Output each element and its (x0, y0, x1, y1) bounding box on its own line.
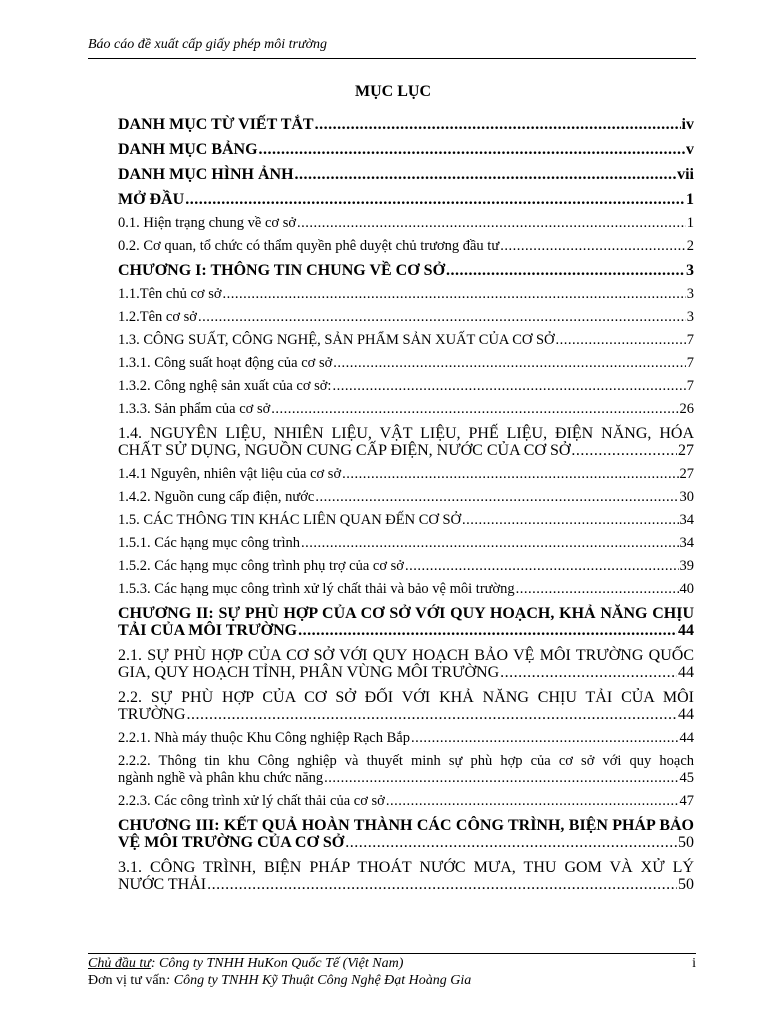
toc-entry-label: TẢI CỦA MÔI TRƯỜNG (118, 622, 298, 639)
toc-entry[interactable] (118, 555, 694, 578)
page-footer (88, 955, 696, 989)
table-of-contents (118, 112, 694, 897)
toc-leader-dots (298, 622, 677, 639)
toc-leader-dots (516, 581, 679, 598)
toc-entry-label: 1.5. CÁC THÔNG TIN KHÁC LIÊN QUAN ĐẾN CƠ SỞ (118, 512, 462, 528)
toc-entry[interactable] (118, 398, 694, 421)
toc-entry[interactable] (118, 162, 694, 187)
toc-leader-dots (295, 166, 677, 183)
toc-entry-page: 7 (686, 378, 694, 394)
toc-entry-page: 45 (679, 770, 694, 786)
toc-entry[interactable] (118, 486, 694, 509)
toc-entry[interactable] (118, 352, 694, 375)
toc-leader-dots (301, 535, 678, 552)
toc-entry[interactable] (118, 855, 694, 897)
footer-consultant-label: Đơn vị tư vấn (88, 973, 166, 988)
toc-entry-page: 7 (686, 355, 694, 371)
toc-entry-label: CHẤT SỬ DỤNG, NGUỒN CUNG CẤP ĐIỆN, NƯỚC CỦA CƠ SỞ (118, 442, 571, 459)
toc-entry-label: 1.3. CÔNG SUẤT, CÔNG NGHỆ, SẢN PHẨM SẢN XUẤT CỦA CƠ SỞ (118, 332, 555, 348)
toc-entry-page: 27 (679, 466, 694, 482)
toc-entry-label: 2.2.1. Nhà máy thuộc Khu Công nghiệp Rạch Bắp (118, 730, 410, 746)
toc-entry-label: 1.5.1. Các hạng mục công trình (118, 535, 301, 551)
toc-entry-line1: 2.2. SỰ PHÙ HỢP CỦA CƠ SỞ ĐỐI VỚI KHẢ NĂNG CHỊU TẢI CỦA MÔI (118, 689, 694, 706)
toc-entry[interactable] (118, 187, 694, 212)
toc-entry[interactable] (118, 463, 694, 486)
toc-entry-label: 0.1. Hiện trạng chung về cơ sở (118, 215, 297, 231)
toc-entry[interactable] (118, 509, 694, 532)
toc-entry-label: 1.4.2. Nguồn cung cấp điện, nước (118, 489, 315, 505)
toc-entry-page: 44 (678, 706, 694, 723)
toc-title: MỤC LỤC (355, 83, 431, 100)
toc-entry[interactable] (118, 375, 694, 398)
toc-entry-label: 1.5.2. Các hạng mục công trình phụ trợ của cơ sở (118, 558, 404, 574)
toc-entry-page: iv (681, 116, 694, 133)
toc-entry[interactable] (118, 813, 694, 855)
toc-entry[interactable] (118, 601, 694, 643)
toc-entry-label: DANH MỤC HÌNH ẢNH (118, 166, 294, 183)
toc-entry-label: 1.3.2. Công nghệ sản xuất của cơ sở: (118, 378, 332, 394)
toc-entry-page: 1 (686, 191, 694, 208)
toc-entry-line1: CHƯƠNG III: KẾT QUẢ HOÀN THÀNH CÁC CÔNG TRÌNH, BIỆN PHÁP BẢO (118, 817, 694, 834)
toc-entry[interactable] (118, 306, 694, 329)
toc-entry-page: vii (677, 166, 694, 183)
toc-leader-dots (207, 876, 677, 893)
toc-entry-label: DANH MỤC TỪ VIẾT TẮT (118, 116, 314, 133)
toc-leader-dots (342, 466, 678, 483)
toc-entry-page: v (686, 141, 694, 158)
toc-entry-label: CHƯƠNG I: THÔNG TIN CHUNG VỀ CƠ SỞ (118, 262, 446, 279)
toc-entry[interactable] (118, 235, 694, 258)
toc-entry-page: 44 (678, 664, 694, 681)
toc-leader-dots (462, 512, 678, 529)
toc-leader-dots (332, 378, 685, 395)
toc-leader-dots (556, 332, 686, 349)
toc-entry-label: DANH MỤC BẢNG (118, 141, 258, 158)
toc-entry-label: 1.3.3. Sản phẩm của cơ sở (118, 401, 271, 417)
toc-entry-page: 34 (679, 535, 694, 551)
toc-entry-page: 3 (686, 286, 694, 302)
toc-entry-page: 7 (686, 332, 694, 348)
footer-investor-value: : Công ty TNHH HuKon Quốc Tế (Việt Nam) (150, 956, 404, 971)
toc-entry[interactable] (118, 578, 694, 601)
toc-entry-label: 0.2. Cơ quan, tổ chức có thẩm quyền phê duyệt chủ trương đầu tư (118, 238, 500, 254)
toc-entry-page: 47 (679, 793, 694, 809)
toc-entry[interactable] (118, 137, 694, 162)
toc-entry[interactable] (118, 258, 694, 283)
toc-leader-dots (297, 215, 686, 232)
toc-entry-label: 1.3.1. Công suất hoạt động của cơ sở (118, 355, 333, 371)
toc-entry-line1: 3.1. CÔNG TRÌNH, BIỆN PHÁP THOÁT NƯỚC MƯA, THU GOM VÀ XỬ LÝ (118, 859, 694, 876)
toc-entry-page: 27 (678, 442, 694, 459)
toc-entry[interactable] (118, 329, 694, 352)
toc-leader-dots (223, 286, 686, 303)
toc-entry[interactable] (118, 727, 694, 750)
toc-leader-dots (315, 489, 678, 506)
toc-leader-dots (500, 664, 677, 681)
toc-entry-label: NƯỚC THẢI (118, 876, 207, 893)
toc-leader-dots (198, 309, 686, 326)
footer-divider (88, 953, 696, 954)
footer-consultant-value: : Công ty TNHH Kỹ Thuật Công Nghệ Đạt Hoàng Gia (165, 973, 472, 988)
toc-entry[interactable] (118, 790, 694, 813)
header-divider (88, 58, 696, 59)
toc-leader-dots (187, 706, 677, 723)
toc-entry-line1: 2.1. SỰ PHÙ HỢP CỦA CƠ SỞ VỚI QUY HOẠCH BẢO VỆ MÔI TRƯỜNG QUỐC (118, 647, 694, 664)
toc-entry-page: 34 (679, 512, 694, 528)
toc-leader-dots (500, 238, 686, 255)
toc-entry[interactable] (118, 685, 694, 727)
toc-entry-page: 1 (686, 215, 694, 231)
footer-investor (88, 955, 403, 972)
toc-leader-dots (333, 355, 685, 372)
toc-entry-label: 1.1.Tên chủ cơ sở (118, 286, 222, 302)
toc-entry-label: TRƯỜNG (118, 706, 186, 723)
toc-entry[interactable] (118, 532, 694, 555)
toc-entry-page: 3 (686, 262, 694, 279)
toc-entry-label: ngành nghề và phân khu chức năng (118, 770, 324, 786)
toc-entry-page: 3 (686, 309, 694, 325)
footer-consultant (88, 972, 471, 989)
toc-entry-page: 50 (678, 834, 694, 851)
toc-entry-page: 39 (679, 558, 694, 574)
toc-leader-dots (386, 793, 679, 810)
toc-entry[interactable] (118, 421, 694, 463)
toc-entry-label: 1.5.3. Các hạng mục công trình xử lý chất thải và bảo vệ môi trường (118, 581, 515, 597)
toc-leader-dots (446, 262, 685, 279)
toc-leader-dots (271, 401, 678, 418)
toc-entry-label: 1.2.Tên cơ sở (118, 309, 197, 325)
toc-entry[interactable] (118, 212, 694, 235)
toc-entry-page: 40 (679, 581, 694, 597)
toc-entry-label: 1.4.1 Nguyên, nhiên vật liệu của cơ sở (118, 466, 342, 482)
toc-entry-line1: CHƯƠNG II: SỰ PHÙ HỢP CỦA CƠ SỞ VỚI QUY HOẠCH, KHẢ NĂNG CHỊU (118, 605, 694, 622)
toc-leader-dots (411, 730, 679, 747)
toc-leader-dots (315, 116, 681, 133)
toc-entry-label: GIA, QUY HOẠCH TỈNH, PHÂN VÙNG MÔI TRƯỜNG (118, 664, 500, 681)
toc-leader-dots (345, 834, 677, 851)
page-header: Báo cáo đề xuất cấp giấy phép môi trường (88, 37, 328, 52)
toc-entry-page: 26 (679, 401, 694, 417)
toc-entry-label: VỆ MÔI TRƯỜNG CỦA CƠ SỞ (118, 834, 345, 851)
toc-entry[interactable] (118, 112, 694, 137)
footer-page-number: i (692, 956, 696, 971)
toc-entry[interactable] (118, 750, 694, 790)
toc-leader-dots (259, 141, 685, 158)
footer-investor-label: Chủ đầu tư (88, 956, 151, 971)
toc-entry-page: 44 (678, 622, 694, 639)
toc-entry[interactable] (118, 283, 694, 306)
toc-entry-line1: 2.2.2. Thông tin khu Công nghiệp và thuyết minh sự phù hợp của cơ sở với quy hoạch (118, 753, 694, 769)
toc-entry[interactable] (118, 643, 694, 685)
toc-entry-line1: 1.4. NGUYÊN LIỆU, NHIÊN LIỆU, VẬT LIỆU, PHẾ LIỆU, ĐIỆN NĂNG, HÓA (118, 425, 694, 442)
toc-entry-label: MỞ ĐẦU (118, 191, 185, 208)
toc-entry-page: 44 (679, 730, 694, 746)
toc-leader-dots (185, 191, 685, 208)
toc-entry-page: 30 (679, 489, 694, 505)
toc-entry-label: 2.2.3. Các công trình xử lý chất thải của cơ sở (118, 793, 385, 809)
toc-leader-dots (324, 770, 678, 787)
toc-leader-dots (571, 442, 677, 459)
toc-entry-page: 50 (678, 876, 694, 893)
toc-entry-page: 2 (686, 238, 694, 254)
toc-leader-dots (405, 558, 679, 575)
